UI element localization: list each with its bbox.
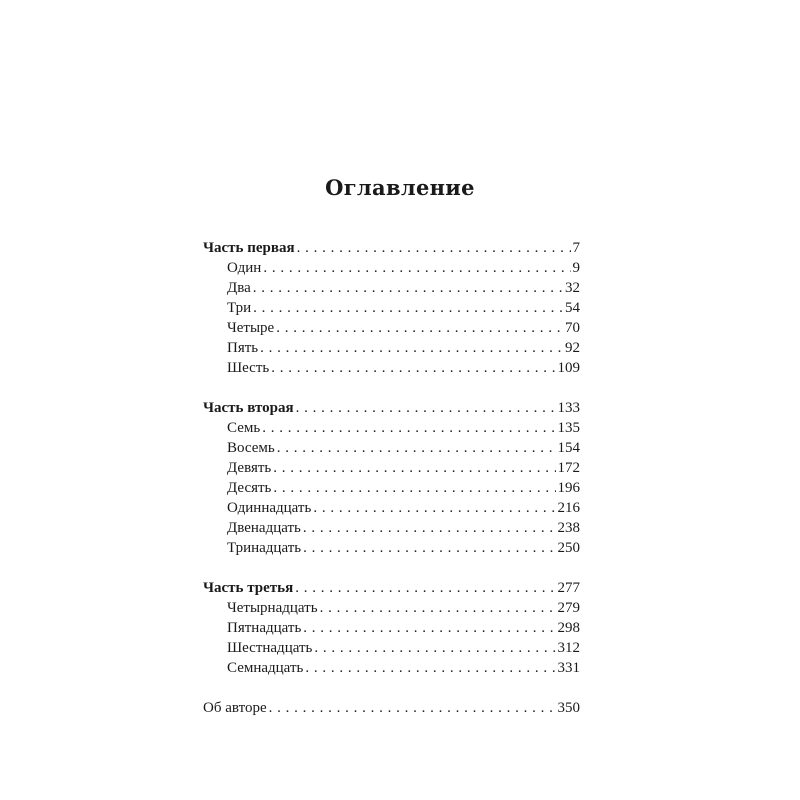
toc-part-label: Часть вторая — [203, 400, 294, 416]
toc-chapter-label: Пять — [227, 340, 259, 356]
toc-page-number: 277 — [557, 580, 580, 596]
toc-chapter-label: Восемь — [227, 440, 275, 456]
toc-chapter-entry[interactable] — [203, 498, 580, 518]
toc-page-number: 250 — [557, 540, 580, 556]
dot-leader — [269, 698, 556, 718]
toc-chapter-entry[interactable] — [203, 258, 580, 278]
toc-part-group-2 — [203, 398, 580, 558]
toc-chapter-entry[interactable] — [203, 318, 580, 338]
toc-chapter-entry[interactable] — [203, 418, 580, 438]
toc-page-number: 298 — [557, 620, 580, 636]
toc-page-number: 9 — [572, 260, 580, 276]
toc-chapter-label: Двенадцать — [227, 520, 301, 536]
toc-chapter-entry[interactable] — [203, 598, 580, 618]
toc-chapter-entry[interactable] — [203, 478, 580, 498]
dot-leader — [271, 358, 555, 378]
toc-page-number: 350 — [557, 700, 580, 716]
toc-part-entry[interactable] — [203, 578, 580, 598]
toc-part-group-1 — [203, 238, 580, 378]
toc-chapter-entry[interactable] — [203, 458, 580, 478]
toc-page-number: 133 — [557, 400, 580, 416]
toc-chapter-label: Десять — [227, 480, 272, 496]
dot-leader — [295, 578, 555, 598]
toc-page-number: 70 — [565, 320, 580, 336]
toc-chapter-label: Четыре — [227, 320, 275, 336]
toc-part-entry[interactable] — [203, 398, 580, 418]
toc-chapter-entry[interactable] — [203, 638, 580, 658]
dot-leader — [296, 398, 556, 418]
toc-page-number: 135 — [557, 420, 580, 436]
dot-leader — [253, 278, 563, 298]
dot-leader — [303, 618, 555, 638]
toc-chapter-label: Семь — [227, 420, 261, 436]
dot-leader — [314, 638, 555, 658]
dot-leader — [276, 318, 563, 338]
dot-leader — [263, 258, 570, 278]
toc-chapter-label: Одиннадцать — [227, 500, 312, 516]
toc-chapter-entry[interactable] — [203, 298, 580, 318]
toc-chapter-label: Два — [227, 280, 251, 296]
toc-chapter-entry[interactable] — [203, 358, 580, 378]
dot-leader — [305, 658, 555, 678]
table-of-contents — [203, 238, 580, 738]
dot-leader — [253, 298, 563, 318]
dot-leader — [273, 478, 555, 498]
toc-page-number: 32 — [565, 280, 580, 296]
dot-leader — [273, 458, 555, 478]
toc-page-number: 154 — [557, 440, 580, 456]
toc-about-group — [203, 698, 580, 718]
toc-page-number: 238 — [557, 520, 580, 536]
dot-leader — [277, 438, 556, 458]
dot-leader — [303, 538, 555, 558]
dot-leader — [320, 598, 556, 618]
toc-about-label: Об авторе — [203, 700, 267, 716]
toc-chapter-label: Один — [227, 260, 262, 276]
toc-chapter-label: Шесть — [227, 360, 270, 376]
toc-chapter-entry[interactable] — [203, 538, 580, 558]
dot-leader — [297, 238, 571, 258]
toc-page-number: 54 — [565, 300, 580, 316]
toc-part-label: Часть третья — [203, 580, 294, 596]
toc-chapter-entry[interactable] — [203, 278, 580, 298]
toc-page-number: 312 — [557, 640, 580, 656]
dot-leader — [303, 518, 556, 538]
dot-leader — [262, 418, 555, 438]
toc-page-number: 331 — [557, 660, 580, 676]
toc-page-number: 7 — [572, 240, 580, 256]
toc-chapter-entry[interactable] — [203, 658, 580, 678]
toc-chapter-label: Тринадцать — [227, 540, 302, 556]
toc-part-entry[interactable] — [203, 238, 580, 258]
dot-leader — [313, 498, 555, 518]
toc-page-number: 216 — [557, 500, 580, 516]
toc-page-number: 196 — [557, 480, 580, 496]
toc-chapter-label: Пятнадцать — [227, 620, 302, 636]
toc-chapter-entry[interactable] — [203, 618, 580, 638]
toc-chapter-label: Семнадцать — [227, 660, 304, 676]
page-title: Оглавление — [325, 175, 475, 200]
toc-chapter-label: Шестнадцать — [227, 640, 313, 656]
toc-chapter-label: Три — [227, 300, 252, 316]
toc-chapter-label: Четырнадцать — [227, 600, 318, 616]
dot-leader — [260, 338, 563, 358]
toc-part-label: Часть первая — [203, 240, 295, 256]
toc-chapter-label: Девять — [227, 460, 272, 476]
toc-about-entry[interactable] — [203, 698, 580, 718]
toc-chapter-entry[interactable] — [203, 438, 580, 458]
toc-page-number: 172 — [557, 460, 580, 476]
toc-part-group-3 — [203, 578, 580, 678]
toc-page-number: 92 — [565, 340, 580, 356]
toc-page-number: 109 — [557, 360, 580, 376]
toc-page-number: 279 — [557, 600, 580, 616]
toc-chapter-entry[interactable] — [203, 338, 580, 358]
toc-chapter-entry[interactable] — [203, 518, 580, 538]
